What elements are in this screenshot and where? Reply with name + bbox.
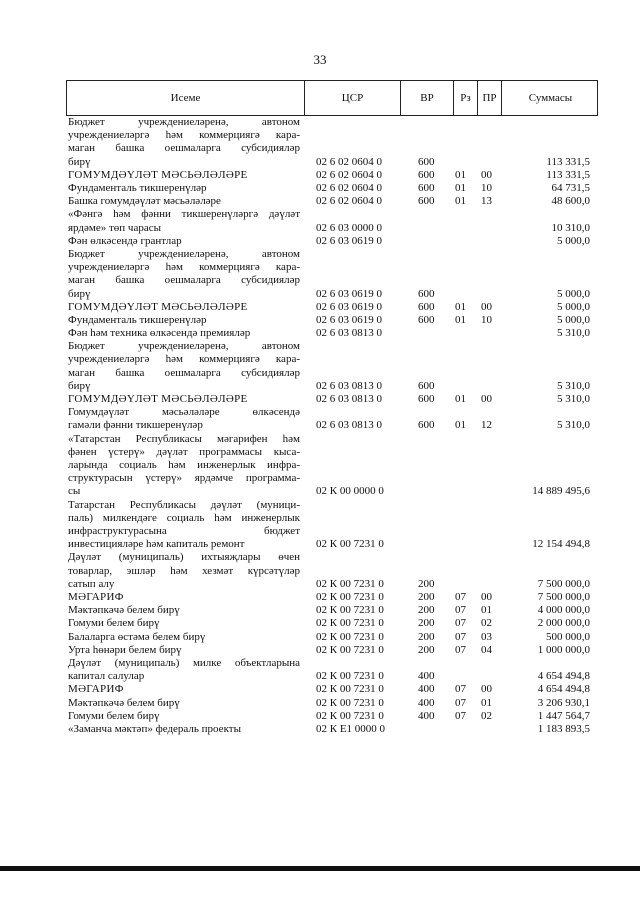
row-name-line: Дәүләт (муниципаль) милке объектларына (68, 656, 300, 669)
row-csr: 02 6 03 0000 0 (316, 221, 382, 234)
row-vr: 600 (418, 181, 435, 194)
row-name (68, 406, 300, 432)
row-name-line: Балаларга өстәмә белем бирү (68, 630, 206, 643)
row-pr: 01 (481, 696, 492, 709)
row-name-line: гамәли фәнни тикшеренүләр (68, 419, 203, 432)
row-csr: 02 6 03 0619 0 (316, 287, 382, 300)
table-row (0, 604, 640, 617)
header-rz: Рз (454, 81, 478, 115)
row-sum: 1 447 564,7 (537, 709, 590, 722)
row-sum: 113 331,5 (546, 168, 590, 181)
table-row (0, 182, 640, 195)
row-name (68, 604, 300, 617)
row-pr: 02 (481, 617, 492, 630)
row-name (68, 710, 300, 723)
row-csr: 02 К 00 7231 0 (316, 683, 384, 696)
table-row (0, 499, 640, 552)
row-pr: 10 (481, 181, 492, 194)
row-rz: 07 (455, 643, 466, 656)
row-name-line: маган башка оешмаларга субсидияләр (68, 274, 300, 287)
table-row (0, 169, 640, 182)
row-vr: 600 (418, 300, 435, 313)
row-csr: 02 6 03 0813 0 (316, 419, 382, 432)
row-name-line: «Татарстан Республикасы мәгарифен һәм (68, 432, 300, 445)
row-rz: 07 (455, 604, 466, 617)
row-vr: 400 (418, 709, 435, 722)
row-name-line: Фән өлкәсендә грантлар (68, 234, 182, 247)
row-name-line: Фән һәм техника өлкәсендә премияләр (68, 327, 251, 340)
row-pr: 01 (481, 604, 492, 617)
row-name-line: ГОМУМДӘҮЛӘТ МӘСЬӘЛӘЛӘРЕ (68, 300, 248, 313)
row-pr: 10 (481, 313, 492, 326)
row-vr: 600 (418, 419, 435, 432)
row-name (68, 617, 300, 630)
row-sum: 7 500 000,0 (537, 591, 590, 604)
row-name-line: Башка гомумдәүләт мәсьәләләре (68, 195, 221, 208)
row-sum: 5 310,0 (557, 327, 590, 340)
table-row (0, 393, 640, 406)
row-name-line: инфраструктурасына бюджет (68, 525, 300, 538)
table-row (0, 208, 640, 234)
row-csr: 02 6 03 0619 0 (316, 313, 382, 326)
row-rz: 01 (455, 313, 466, 326)
row-name (68, 683, 300, 696)
row-name (68, 433, 300, 499)
row-name-line: бирү (68, 155, 91, 168)
row-name-line: ГОМУМДӘҮЛӘТ МӘСЬӘЛӘЛӘРЕ (68, 168, 248, 181)
row-name-line: маган башка оешмаларга субсидияләр (68, 142, 300, 155)
row-rz: 07 (455, 683, 466, 696)
row-csr: 02 6 03 0813 0 (316, 379, 382, 392)
row-sum: 14 889 495,6 (532, 485, 590, 498)
row-sum: 500 000,0 (546, 630, 590, 643)
row-sum: 3 206 930,1 (537, 696, 590, 709)
row-name (68, 235, 300, 248)
table-row (0, 697, 640, 710)
table-row (0, 657, 640, 683)
row-sum: 10 310,0 (551, 221, 590, 234)
row-csr: 02 6 03 0619 0 (316, 300, 382, 313)
row-vr: 600 (418, 379, 435, 392)
table-row (0, 591, 640, 604)
row-csr: 02 К Е1 0000 0 (316, 722, 386, 735)
row-rz: 01 (455, 195, 466, 208)
row-vr: 400 (418, 683, 435, 696)
row-name-line: Бюджет учреждениеләренә, автоном (68, 340, 300, 353)
row-sum: 5 000,0 (557, 313, 590, 326)
table-row (0, 723, 640, 736)
row-csr: 02 6 03 0619 0 (316, 234, 382, 247)
row-sum: 1 183 893,5 (537, 722, 590, 735)
row-csr: 02 К 00 7231 0 (316, 643, 384, 656)
row-name-line: маган башка оешмаларга субсидияләр (68, 366, 300, 379)
row-sum: 12 154 494,8 (532, 538, 590, 551)
row-name (68, 169, 300, 182)
row-name-line: структурасын үстерү» ярдәмче программа- (68, 472, 300, 485)
row-vr: 200 (418, 604, 435, 617)
row-name (68, 551, 300, 591)
row-name-line: учреждениеләргә һәм коммерциягә кара- (68, 129, 300, 142)
row-csr: 02 6 03 0813 0 (316, 327, 382, 340)
row-name (68, 340, 300, 393)
row-pr: 02 (481, 709, 492, 722)
row-vr: 600 (418, 313, 435, 326)
row-name-line: Фундаменталь тикшеренүләр (68, 181, 207, 194)
footer-bar (0, 866, 640, 871)
table-row (0, 644, 640, 657)
table-row (0, 617, 640, 630)
table-row (0, 433, 640, 499)
row-sum: 7 500 000,0 (537, 577, 590, 590)
row-sum: 5 000,0 (557, 287, 590, 300)
row-name-line: фәнен үстерү» дәүләт программасы кыса- (68, 445, 300, 458)
row-name-line: Мәктәпкәчә белем бирү (68, 696, 180, 709)
row-vr: 200 (418, 591, 435, 604)
row-sum: 4 654 494,8 (537, 670, 590, 683)
table-row (0, 235, 640, 248)
row-vr: 600 (418, 287, 435, 300)
row-name-line: Бюджет учреждениеләренә, автоном (68, 247, 300, 260)
header-pr: ПР (478, 81, 502, 115)
row-rz: 07 (455, 591, 466, 604)
row-rz: 07 (455, 696, 466, 709)
row-sum: 5 310,0 (557, 379, 590, 392)
row-csr: 02 К 00 7231 0 (316, 577, 384, 590)
row-name (68, 499, 300, 552)
row-name-line: бирү (68, 287, 91, 300)
row-vr: 600 (418, 155, 435, 168)
row-csr: 02 К 00 7231 0 (316, 604, 384, 617)
row-csr: 02 К 00 7231 0 (316, 630, 384, 643)
row-name-line: паль) милкендәге социаль һәм инженерлык (68, 511, 300, 524)
row-rz: 01 (455, 419, 466, 432)
row-name-line: МӘГАРИФ (68, 683, 124, 696)
row-vr: 600 (418, 195, 435, 208)
row-pr: 00 (481, 683, 492, 696)
row-name-line: «Заманча мәктәп» федераль проекты (68, 722, 241, 735)
row-name-line: ГОМУМДӘҮЛӘТ МӘСЬӘЛӘЛӘРЕ (68, 393, 248, 406)
row-name (68, 182, 300, 195)
row-csr: 02 К 00 7231 0 (316, 591, 384, 604)
table-row (0, 631, 640, 644)
row-rz: 01 (455, 300, 466, 313)
row-csr: 02 К 00 7231 0 (316, 709, 384, 722)
table-row (0, 551, 640, 591)
row-rz: 07 (455, 630, 466, 643)
row-vr: 600 (418, 168, 435, 181)
row-csr: 02 6 03 0813 0 (316, 393, 382, 406)
row-name (68, 697, 300, 710)
page-number: 33 (313, 52, 327, 67)
row-name-line: Урта һөнәри белем бирү (68, 643, 182, 656)
row-pr: 03 (481, 630, 492, 643)
row-sum: 113 331,5 (546, 155, 590, 168)
row-pr: 00 (481, 591, 492, 604)
row-name (68, 208, 300, 234)
table-row (0, 683, 640, 696)
row-pr: 00 (481, 393, 492, 406)
row-name-line: Татарстан Республикасы дәүләт (муници- (68, 498, 300, 511)
row-pr: 00 (481, 168, 492, 181)
row-rz: 01 (455, 168, 466, 181)
row-name-line: ларында социаль һәм инженерлык инфра- (68, 459, 300, 472)
row-csr: 02 К 00 0000 0 (316, 485, 384, 498)
row-name (68, 591, 300, 604)
row-csr: 02 К 00 7231 0 (316, 617, 384, 630)
row-pr: 04 (481, 643, 492, 656)
row-name (68, 631, 300, 644)
row-name-line: Мәктәпкәчә белем бирү (68, 604, 180, 617)
table-row (0, 406, 640, 432)
row-sum: 5 000,0 (557, 234, 590, 247)
row-vr: 200 (418, 617, 435, 630)
table-row (0, 116, 640, 169)
row-name-line: Дәүләт (муниципаль) ихтыяҗлары өчен (68, 551, 300, 564)
row-name-line: товарлар, эшләр һәм хезмәт күрсәтүләр (68, 564, 300, 577)
row-sum: 48 600,0 (551, 195, 590, 208)
table-row (0, 710, 640, 723)
row-rz: 07 (455, 709, 466, 722)
row-sum: 5 000,0 (557, 300, 590, 313)
header-csr: ЦСР (305, 81, 401, 115)
table-header (66, 80, 598, 116)
row-sum: 5 310,0 (557, 393, 590, 406)
header-name: Исеме (67, 81, 305, 115)
row-sum: 4 654 494,8 (537, 683, 590, 696)
row-rz: 01 (455, 393, 466, 406)
row-name-line: учреждениеләргә һәм коммерциягә кара- (68, 261, 300, 274)
table-row (0, 248, 640, 301)
row-vr: 200 (418, 577, 435, 590)
row-name-line: капитал салулар (68, 670, 145, 683)
row-csr: 02 К 00 7231 0 (316, 538, 384, 551)
row-name-line: Бюджет учреждениеләренә, автоном (68, 115, 300, 128)
row-rz: 01 (455, 181, 466, 194)
table-row (0, 314, 640, 327)
header-vr: ВР (401, 81, 454, 115)
row-name (68, 393, 300, 406)
row-name (68, 116, 300, 169)
row-csr: 02 6 02 0604 0 (316, 181, 382, 194)
row-vr: 400 (418, 670, 435, 683)
row-name-line: сы (68, 485, 81, 498)
row-name (68, 644, 300, 657)
row-name-line: «Фәнгә һәм фәнни тикшеренүләргә дәүләт (68, 208, 300, 221)
row-name-line: инвестицияләре һәм капиталь ремонт (68, 538, 245, 551)
row-rz: 07 (455, 617, 466, 630)
row-name-line: учреждениеләргә һәм коммерциягә кара- (68, 353, 300, 366)
row-name (68, 723, 300, 736)
row-name (68, 314, 300, 327)
row-name-line: Гомуми белем бирү (68, 709, 160, 722)
table-row (0, 301, 640, 314)
row-name (68, 327, 300, 340)
row-name-line: Фундаменталь тикшеренүләр (68, 313, 207, 326)
row-sum: 64 731,5 (551, 181, 590, 194)
row-name (68, 657, 300, 683)
row-pr: 12 (481, 419, 492, 432)
row-name (68, 195, 300, 208)
row-sum: 4 000 000,0 (537, 604, 590, 617)
row-csr: 02 К 00 7231 0 (316, 696, 384, 709)
row-sum: 5 310,0 (557, 419, 590, 432)
row-csr: 02 К 00 7231 0 (316, 670, 384, 683)
row-csr: 02 6 02 0604 0 (316, 155, 382, 168)
row-sum: 1 000 000,0 (537, 643, 590, 656)
row-csr: 02 6 02 0604 0 (316, 195, 382, 208)
row-vr: 400 (418, 696, 435, 709)
row-name-line: ярдәме» төп чарасы (68, 221, 162, 234)
row-name (68, 301, 300, 314)
row-name-line: бирү (68, 379, 91, 392)
row-name-line: МӘГАРИФ (68, 591, 124, 604)
row-name (68, 248, 300, 301)
table-body (0, 116, 640, 736)
row-name-line: Гомуми белем бирү (68, 617, 160, 630)
table-row (0, 327, 640, 340)
table-row (0, 195, 640, 208)
row-vr: 200 (418, 630, 435, 643)
row-vr: 600 (418, 393, 435, 406)
row-pr: 00 (481, 300, 492, 313)
row-csr: 02 6 02 0604 0 (316, 168, 382, 181)
header-sum: Суммасы (528, 92, 573, 104)
row-name-line: Гомумдәүләт мәсьәләләре өлкәсендә (68, 406, 300, 419)
table-row (0, 340, 640, 393)
row-name-line: сатып алу (68, 577, 115, 590)
row-vr: 200 (418, 643, 435, 656)
row-sum: 2 000 000,0 (537, 617, 590, 630)
row-pr: 13 (481, 195, 492, 208)
